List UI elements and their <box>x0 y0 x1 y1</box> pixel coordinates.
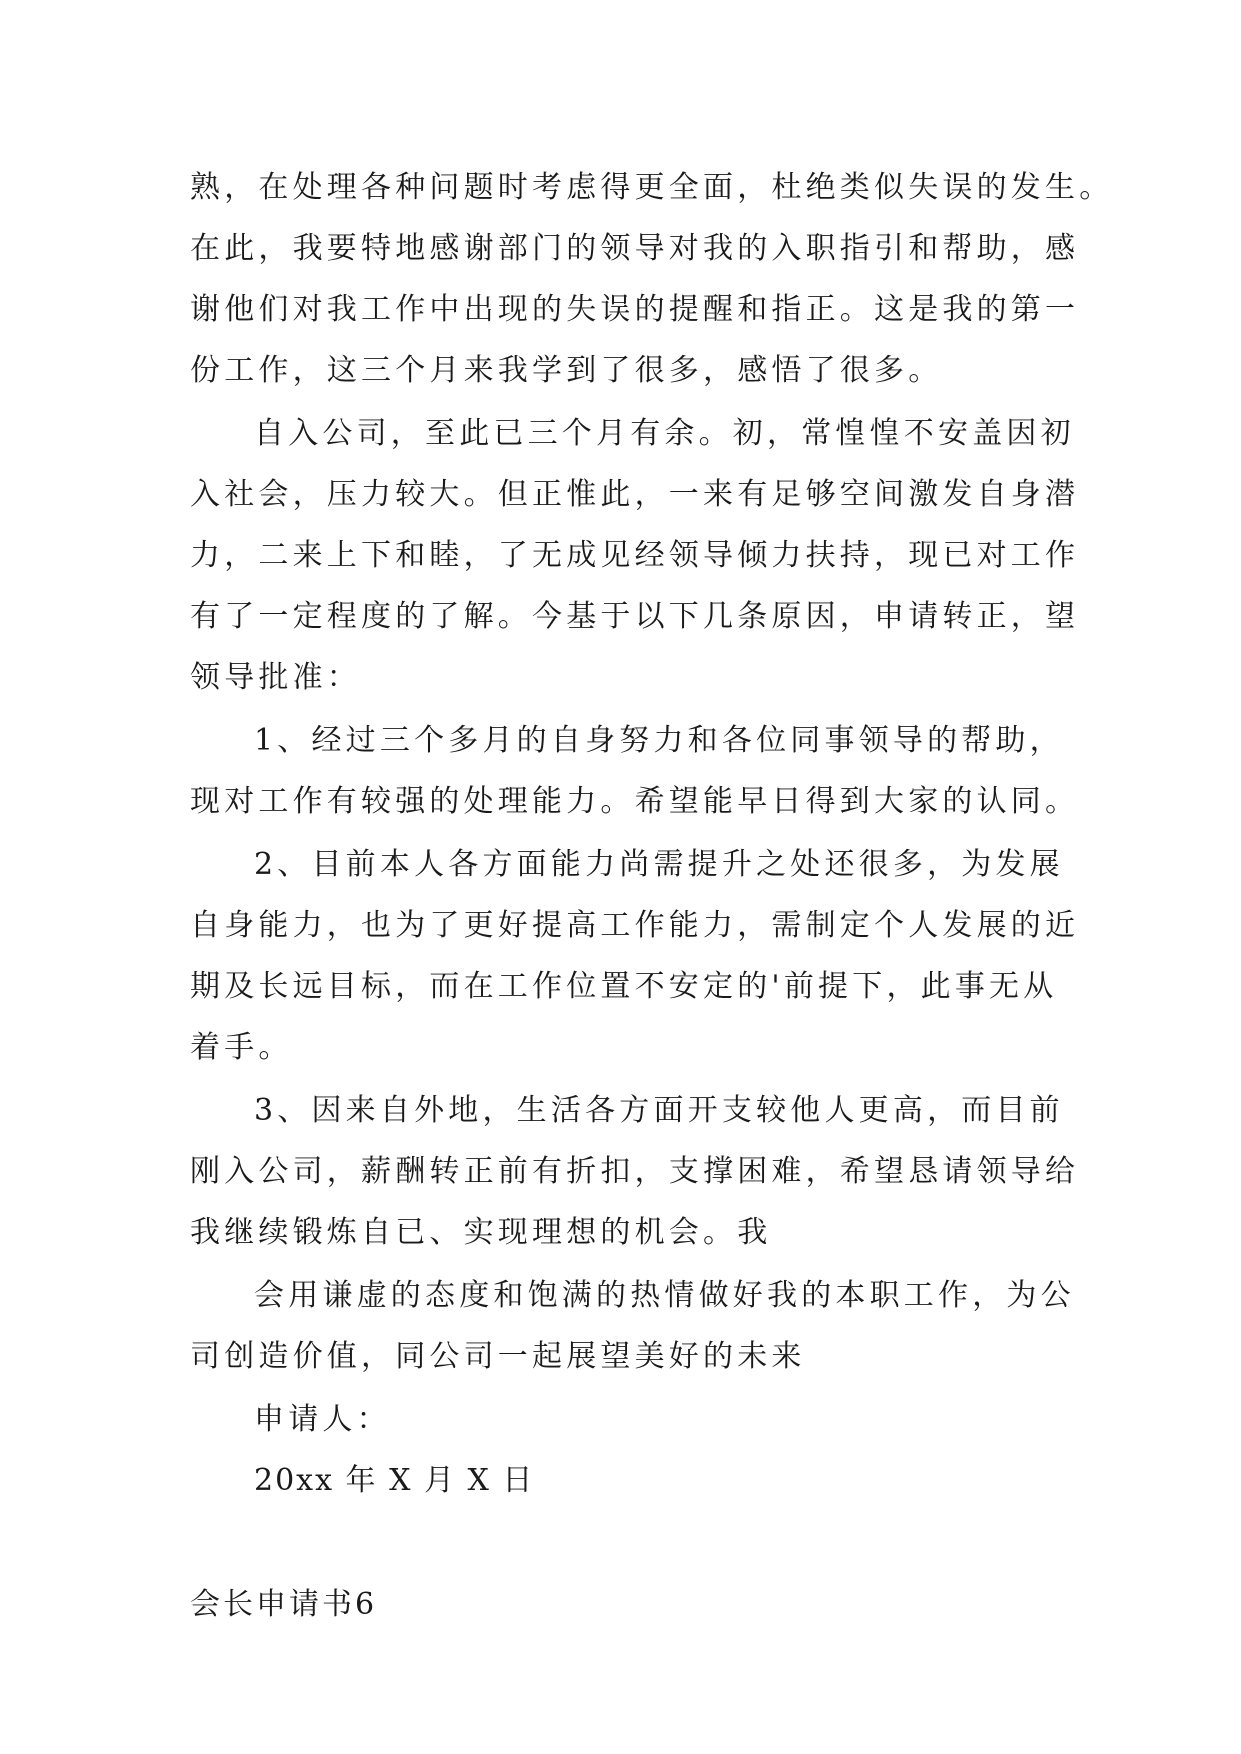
text-line: 司创造价值，同公司一起展望美好的未来 <box>190 1339 806 1374</box>
applicant-label: 申请人： <box>254 1402 391 1437</box>
text-line: 熟，在处理各种问题时考虑得更全面，杜绝类似失误的发生。 <box>190 170 1114 205</box>
text-line: 1、经过三个多月的自身努力和各位同事领导的帮助， <box>254 723 1064 758</box>
text-line: 期及长远目标，而在工作位置不安定的'前提下，此事无从 <box>190 969 1058 1004</box>
text-line: 3、因来自外地，生活各方面开支较他人更高，而目前 <box>254 1093 1064 1128</box>
text-line: 着手。 <box>190 1030 293 1065</box>
text-line: 谢他们对我工作中出现的失误的提醒和指正。这是我的第一 <box>190 292 1080 327</box>
text-line: 现对工作有较强的处理能力。希望能早日得到大家的认同。 <box>190 784 1080 819</box>
text-line: 自身能力，也为了更好提高工作能力，需制定个人发展的近 <box>190 908 1080 943</box>
text-line: 2、目前本人各方面能力尚需提升之处还很多，为发展 <box>254 847 1064 882</box>
section-heading: 会长申请书6 <box>190 1587 378 1622</box>
text-line: 领导批准： <box>190 660 361 695</box>
text-line: 入社会，压力较大。但正惟此，一来有足够空间激发自身潜 <box>190 477 1080 512</box>
text-line: 在此，我要特地感谢部门的领导对我的入职指引和帮助，感 <box>190 231 1080 266</box>
text-line: 份工作，这三个月来我学到了很多，感悟了很多。 <box>190 353 943 388</box>
text-line: 我继续锻炼自已、实现理想的机会。我 <box>190 1215 772 1250</box>
text-line: 有了一定程度的了解。今基于以下几条原因，申请转正，望 <box>190 599 1080 634</box>
date-line: 20xx 年 X 月 X 日 <box>254 1463 535 1498</box>
text-line: 自入公司，至此已三个月有余。初，常惶惶不安盖因初 <box>254 416 1075 451</box>
text-line: 刚入公司，薪酬转正前有折扣，支撑困难，希望恳请领导给 <box>190 1154 1080 1189</box>
text-line: 力，二来上下和睦，了无成见经领导倾力扶持，现已对工作 <box>190 538 1080 573</box>
text-line: 会用谦虚的态度和饱满的热情做好我的本职工作，为公 <box>254 1278 1075 1313</box>
